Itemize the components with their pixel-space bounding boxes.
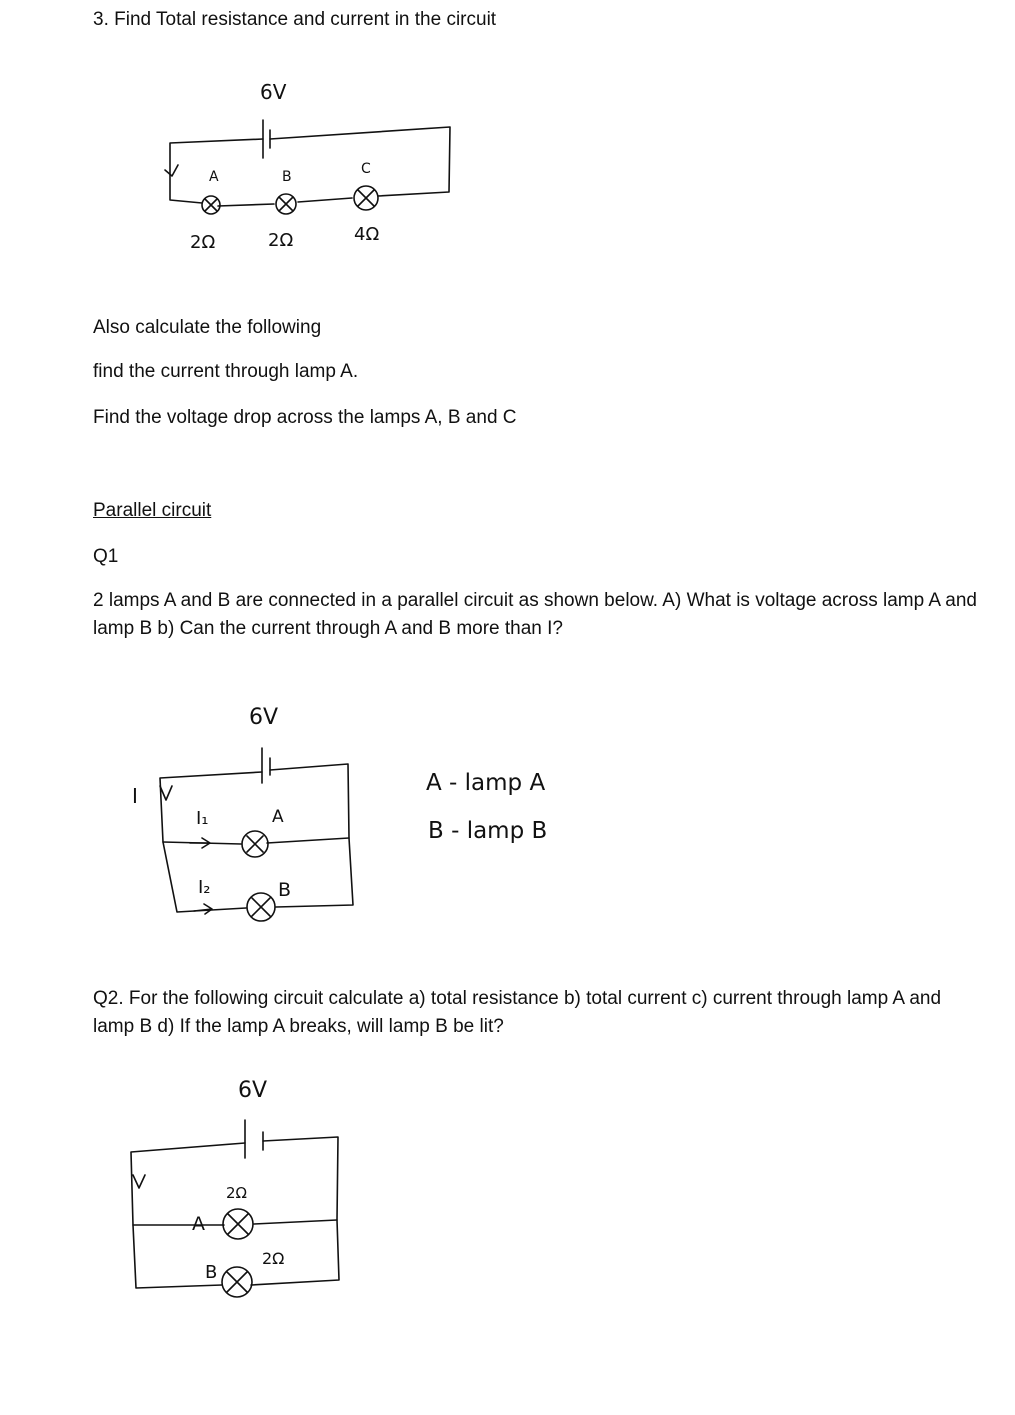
question-1-label: Q1 [93,546,119,567]
resistance-a-label: 2Ω [190,232,216,253]
q1-arrow-i1 [190,838,210,848]
lamp-c-symbol [354,186,378,210]
section-title-parallel-circuit: Parallel circuit [93,500,212,521]
series-circuit-diagram [165,80,450,253]
legend-lamp-b: B - lamp B [428,818,548,844]
question-1-text: 2 lamps A and B are connected in a parallel circuit as shown below. A) What is voltage across lamp A and lamp B b) Can the current through A and B more than I? [93,590,977,639]
resistance-b-label: 2Ω [268,230,294,251]
q1-arrow-total-current [160,786,172,800]
lamp-a-symbol [202,196,220,214]
parallel-circuit-q1-diagram [132,705,547,921]
lamp-b-symbol [276,194,296,214]
q1-lamp-a-symbol [242,831,268,857]
series-voltage-label: 6V [260,80,287,104]
series-wire-bc [298,198,352,202]
lamp-a-label: A [209,169,219,185]
q2-resistance-a-label: 2Ω [226,1184,248,1202]
question-2-text: Q2. For the following circuit calculate a) total resistance b) total current c) current through lamp A and lamp B d) If the lamp A breaks, will lamp B be lit? [93,988,942,1037]
q2-lamp-b-symbol [222,1267,252,1297]
q2-resistance-b-label: 2Ω [262,1249,285,1268]
q1-arrow-i2 [194,904,212,914]
q1-total-current-label: I [132,784,138,808]
series-wire-right [270,127,450,196]
series-current-arrow [165,165,178,176]
question-3-heading: 3. Find Total resistance and current in the circuit [93,9,497,30]
parallel-circuit-q2-diagram [131,1078,339,1297]
lamp-c-label: C [361,161,371,177]
q1-lamp-a-label: A [272,807,284,827]
series-wire-ab [218,204,274,206]
q2-lamp-a-symbol [223,1209,253,1239]
q2-arrow-total-current [133,1175,145,1188]
also-calculate-text: Also calculate the following [93,317,322,338]
q2-lamp-a-label: A [192,1213,205,1235]
legend-lamp-a: A - lamp A [426,770,546,796]
q2-wire-left [131,1143,248,1288]
q1-lamp-b-label: B [278,879,292,901]
q1-voltage-label: 6V [249,705,279,730]
q1-current-1-label: I₁ [196,808,209,829]
q1-current-2-label: I₂ [198,877,211,898]
resistance-c-label: 4Ω [354,224,380,245]
q1-lamp-b-symbol [247,893,275,921]
q2-voltage-label: 6V [238,1078,268,1103]
lamp-b-label: B [282,169,292,185]
task-current-lamp-a: find the current through lamp A. [93,361,359,382]
q2-lamp-b-label: B [205,1262,218,1283]
task-voltage-drop: Find the voltage drop across the lamps A, B and C [93,407,517,428]
